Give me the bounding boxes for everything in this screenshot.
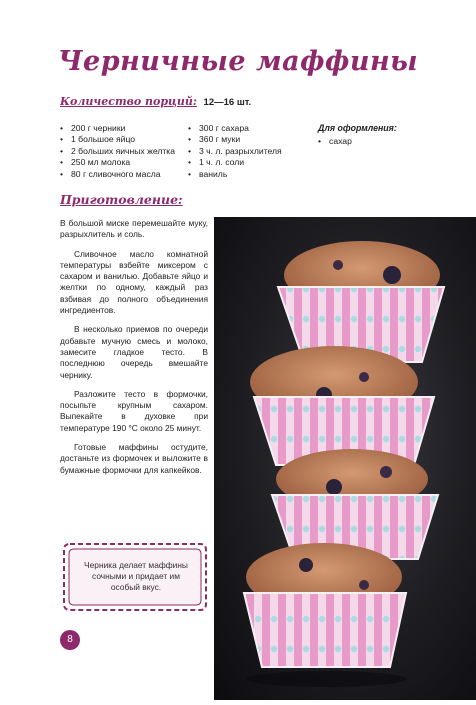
step-paragraph: Готовые маффины остудите, достаньте из формочек и выложите в бумажные формочки для капкейков. — [60, 442, 208, 475]
muffin-liner — [244, 593, 406, 667]
ingredient-item: • 3 ч. л. разрыхлителя — [188, 146, 282, 157]
tip-text: Черника делает маффины сочными и придает им особый вкус. — [84, 560, 188, 592]
ingredient-item: • 1 большое яйцо — [60, 134, 175, 145]
ingredient-item: • ваниль — [188, 169, 282, 180]
preparation-steps — [60, 218, 208, 484]
ingredients-list-2 — [188, 123, 282, 180]
ingredient-item: • 250 мл молока — [60, 157, 175, 168]
recipe-title: Черничные маффины — [57, 46, 419, 77]
ingredient-item: • 360 г муки — [188, 134, 282, 145]
portions-value: 12—16 шт. — [203, 97, 252, 108]
ingredient-item: • 200 г черники — [60, 123, 175, 134]
preparation-title: Приготовление: — [60, 192, 183, 207]
decoration-item: • сахар — [318, 136, 352, 147]
muffin-photo — [214, 217, 476, 700]
muffin-stack-illustration — [214, 217, 476, 700]
ingredient-item: • 2 больших яичных желтка — [60, 146, 175, 157]
ingredient-item: • 1 ч. л. соли — [188, 157, 282, 168]
step-paragraph: В большой миске перемешайте муку, разрыхлитель и соль. — [60, 218, 208, 240]
tip-box — [62, 542, 208, 612]
page-number: 8 — [60, 630, 80, 650]
ingredient-item: • 80 г сливочного масла — [60, 169, 175, 180]
decoration-list — [318, 136, 352, 147]
step-paragraph: В несколько приемов по очереди добавьте мучную смесь и молоко, замесите гладкое тесто. В последнюю очередь вмешайте чернику. — [60, 324, 208, 380]
portions-line — [60, 95, 251, 108]
step-paragraph: Сливочное масло комнатной температуры взбейте миксером с сахаром и ванилью. Добавьте яйцо и желтки по одному, каждый раз взбивая до полного объединения ингредиентов. — [60, 248, 208, 316]
step-paragraph: Разложите тесто в формочки, посыпьте крупным сахаром. Выпекайте в духовке при температуре 190 °С около 25 минут. — [60, 388, 208, 433]
portions-label: Количество порций: — [60, 95, 197, 108]
decoration-title: Для оформления: — [318, 123, 397, 133]
ingredient-item: • 300 г сахара — [188, 123, 282, 134]
ingredients-list-1 — [60, 123, 175, 180]
